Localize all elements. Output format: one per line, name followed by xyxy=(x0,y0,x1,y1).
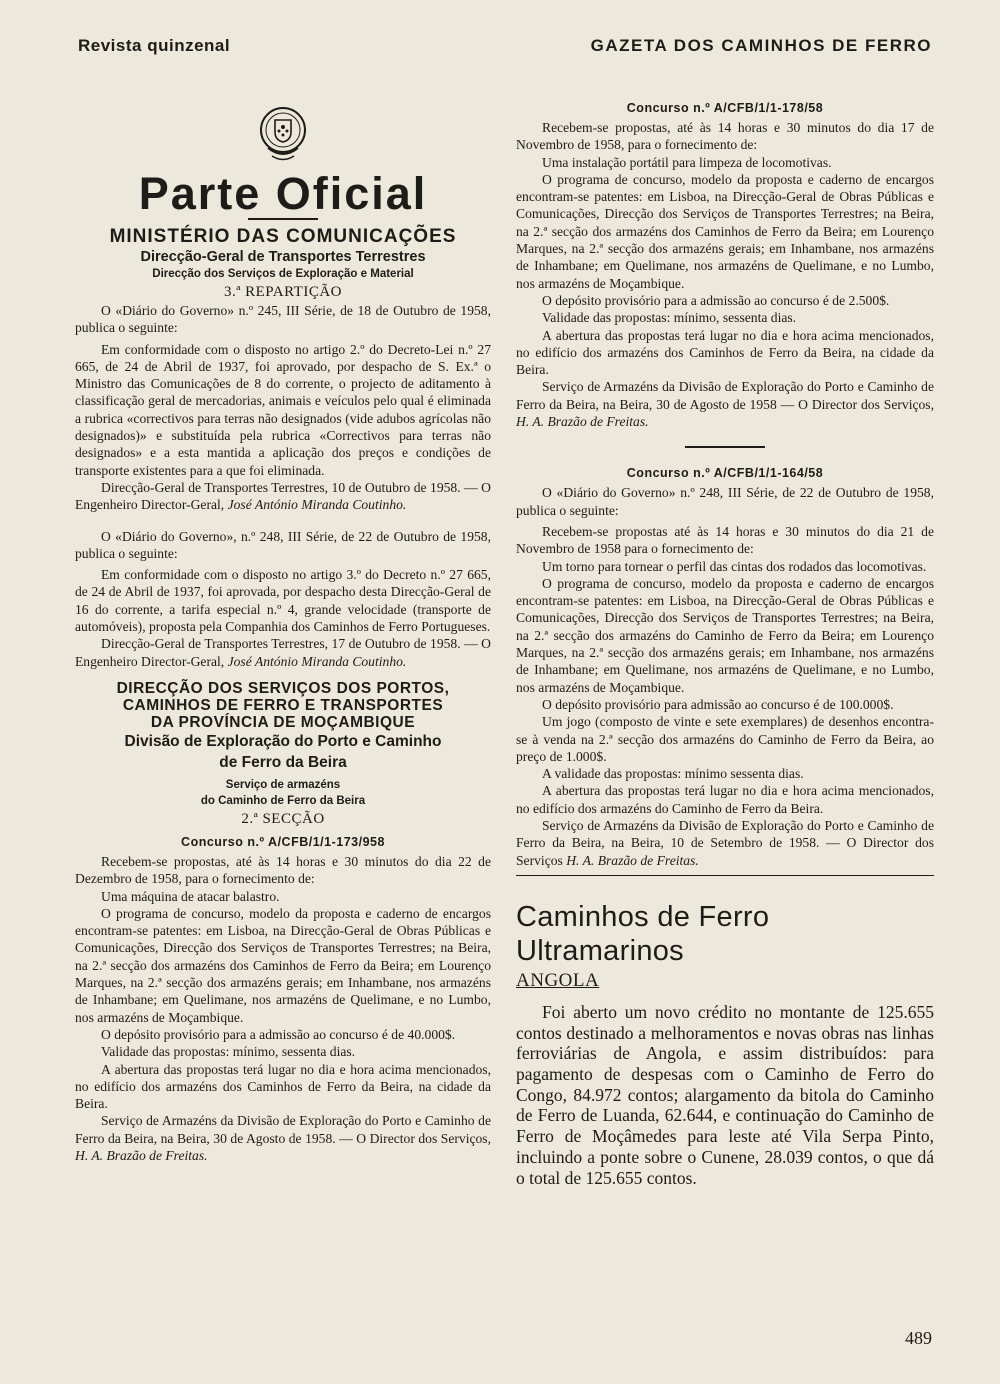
separator xyxy=(685,446,765,448)
signature: José António Miranda Coutinho. xyxy=(227,497,407,513)
paragraph: Foi aberto um novo crédito no montante de 125.655 contos destinado a melhoramentos e novas obras nas linhas ferroviárias de Angola, e assim distribuídos: para pagamento de despesas com o Caminho de Ferro do Congo, 84.972 contos; alargamento da bitola do Caminho de Ferro de Luanda, 62.644, e continuação do Caminho de Ferro de Moçâmedes para leste até Vila Serpa Pinto, incluindo a ponte sobre o Cunene, 28.039 contos, o que dá o total de 125.655 contos. xyxy=(516,1001,934,1188)
signature: H. A. Brazão de Freitas. xyxy=(75,1147,208,1163)
paragraph: O programa de concurso, modelo da proposta e caderno de encargos encontram-se patentes: em Lisboa, na Direcção-Geral de Obras Públicas e Comunicações, Direcção dos Serviços de Transportes Terrestres; na Beira, na 2.ª secção dos armazéns dos Caminhos de Ferro da Beira; em Lourenço Marques, na 2.ª secção dos armazéns gerais; em Inhambane, nos armazéns de Inhambane; em Quelimane, nos armazéns de Quelimane, e no Lumbo, nos armazéns de Moçambique. xyxy=(516,171,934,291)
paragraph: Em conformidade com o disposto no artigo 2.º do Decreto-Lei n.º 27 665, de 24 de Abril de 1937, foi aprovado, por despacho de S. Ex.ª o Ministro das Comunicações de 8 do corrente, o projecto de aditamento à classificação geral de mercadorias, animais e veículos pelo qual é eliminada a rubrica «correctivos para terras não designados (vide adubos agrícolas não designados)» e substituída pela rubrica «Correctivos para terras não designados» e a esta mantida a aplicação dos preços e condições de transporte existentes para a que foi eliminada. xyxy=(75,341,491,478)
concurso-heading: Concurso n.º A/CFB/1/1-178/58 xyxy=(626,101,824,115)
paragraph: Uma instalação portátil para limpeza de locomotivas. xyxy=(542,154,832,170)
direccao-portos-heading-3: DA PROVÍNCIA DE MOÇAMBIQUE xyxy=(150,713,416,731)
page-number: 489 xyxy=(905,1328,932,1348)
text: Direcção-Geral de Transportes Terrestres, 17 de Outubro de 1958. — O Engenheiro Director-Geral, xyxy=(75,636,491,669)
paragraph xyxy=(516,378,934,430)
paragraph: O depósito provisório para a admissão ao concurso é de 40.000$. xyxy=(101,1026,456,1042)
paragraph xyxy=(75,1112,491,1164)
page-title: Parte Oficial xyxy=(138,168,428,219)
paragraph: A abertura das propostas terá lugar no dia e hora acima mencionados, no edifício dos armazéns dos Caminhos de Ferro da Beira, na cidade da Beira. xyxy=(75,1061,491,1112)
divisao-heading-2: de Ferro da Beira xyxy=(219,753,347,771)
signature: H. A. Brazão de Freitas. xyxy=(516,414,649,430)
text: Direcção-Geral de Transportes Terrestres, 10 de Outubro de 1958. — O Engenheiro Director-Geral, xyxy=(75,479,491,513)
signature: José António Miranda Coutinho. xyxy=(227,653,407,669)
header-right: GAZETA DOS CAMINHOS DE FERRO xyxy=(590,36,932,55)
seccao-heading: 2.ª SECÇÃO xyxy=(241,810,325,827)
reparticao-heading: 3.ª REPARTIÇÃO xyxy=(223,284,343,300)
paragraph: Uma máquina de atacar balastro. xyxy=(101,888,280,904)
left-column xyxy=(75,100,491,1164)
servico-heading-2: do Caminho de Ferro da Beira xyxy=(200,794,366,807)
paragraph: Recebem-se propostas até às 14 horas e 30 minutos do dia 21 de Novembro de 1958 para o fornecimento de: xyxy=(516,523,934,557)
text: Serviço de Armazéns da Divisão de Exploração do Porto e Caminho de Ferro da Beira, na Beira, 30 de Agosto de 1958 — O Director dos Serviços, xyxy=(516,379,934,412)
concurso-heading: Concurso n.º A/CFB/1/1-173/958 xyxy=(181,834,385,849)
paragraph xyxy=(516,817,934,869)
direccao-servicos-heading: Direcção dos Serviços de Exploração e Material xyxy=(152,268,414,280)
direccao-portos-heading-1: DIRECÇÃO DOS SERVIÇOS DOS PORTOS, xyxy=(116,679,450,697)
paragraph: O «Diário do Governo» n.º 248, III Série, de 22 de Outubro de 1958, publica o seguinte: xyxy=(516,485,934,518)
text: Serviço de Armazéns da Divisão de Exploração do Porto e Caminho de Ferro da Beira, na Beira, 30 de Agosto de 1958. — O Director dos Serviços, xyxy=(75,1113,491,1146)
servico-heading-1: Serviço de armazéns xyxy=(225,778,341,791)
paragraph: O programa de concurso, modelo da proposta e caderno de encargos encontram-se patentes: em Lisboa, na Direcção-Geral de Obras Públicas e Comunicações, Direcção dos Serviços de Transportes Terrestres; na Beira, na 2.ª secção dos armazéns dos Caminhos de Ferro da Beira; em Lourenço Marques, na 2.ª secção dos armazéns gerais; em Inhambane, nos armazéns de Inhambane; em Quelimane, nos armazéns de Quelimane, e no Lumbo, nos armazéns de Moçambique. xyxy=(75,905,491,1025)
section-title: Caminhos de Ferro Ultramarinos xyxy=(516,900,770,967)
paragraph: A abertura das propostas terá lugar no dia e hora acima mencionados, no edifício dos armazéns do Caminho de Ferro da Beira. xyxy=(516,783,934,816)
paragraph xyxy=(75,479,491,514)
paragraph: O «Diário do Governo» n.º 245, III Série, de 18 de Outubro de 1958, publica o seguinte: xyxy=(75,303,491,336)
paragraph: Validade das propostas: mínimo, sessenta dias. xyxy=(101,1044,356,1060)
paragraph xyxy=(75,635,491,670)
separator xyxy=(516,875,934,878)
header-left: Revista quinzenal xyxy=(78,36,231,55)
paragraph: Recebem-se propostas, até às 14 horas e 30 minutos do dia 17 de Novembro de 1958, para o fornecimento de: xyxy=(516,120,934,153)
direccao-portos-heading-2: CAMINHOS DE FERRO E TRANSPORTES xyxy=(122,696,444,714)
text: Serviço de Armazéns da Divisão de Exploração do Porto e Caminho de Ferro da Beira, na Beira, 10 de Setembro de 1958. — O Director dos Serviços xyxy=(516,817,934,868)
coat-of-arms-icon xyxy=(258,100,308,170)
paragraph: Recebem-se propostas, até às 14 horas e 30 minutos do dia 22 de Dezembro de 1958, para o fornecimento de: xyxy=(75,853,491,887)
paragraph: Um jogo (composto de vinte e sete exemplares) de desenhos encontra-se à venda na 2.ª secção dos armazéns do Caminho de Ferro da Beira, ao preço de 1.000$. xyxy=(516,714,934,764)
signature: H. A. Brazão de Freitas. xyxy=(566,852,699,868)
paragraph: A abertura das propostas terá lugar no dia e hora acima mencionados, no edifício dos armazéns dos Caminhos de Ferro da Beira, na cidade da Beira. xyxy=(516,327,934,378)
direccao-geral-heading: Direcção-Geral de Transportes Terrestres xyxy=(140,249,426,265)
paragraph: Em conformidade com o disposto no artigo 3.º do Decreto n.º 27 665, de 24 de Abril de 1937, foi aprovada, por despacho desta Direcção-Geral de 16 do corrente, a tarifa especial n.º 4, grande velocidade (transporte de automóveis), proposta pela Companhia dos Caminhos de Ferro Portugueses. xyxy=(75,567,491,635)
paragraph: O programa de concurso, modelo da proposta e caderno de encargos encontram-se patentes: em Lisboa, na Direcção-Geral de Obras Públicas e Comunicações, Direcção dos Serviços de Transportes Terrestres; na Beira, na 2.ª secção dos armazéns do Caminho de Ferro da Beira; em Lourenço Marques, na 2.ª secção dos armazéns gerais; em Inhambane, nos armazéns de Inhambane; em Quelimane, nos armazéns de Quelimane, e no Lumbo, nos armazéns de Moçambique. xyxy=(516,575,934,695)
paragraph: Validade das propostas: mínimo, sessenta dias. xyxy=(542,310,797,326)
paragraph: A validade das propostas: mínimo sessenta dias. xyxy=(542,766,804,782)
paragraph: Um torno para tornear o perfil das cintas dos rodados das locomotivas. xyxy=(542,558,927,574)
ministry-heading: MINISTÉRIO DAS COMUNICAÇÕES xyxy=(109,226,457,247)
concurso-heading: Concurso n.º A/CFB/1/1-164/58 xyxy=(626,466,824,481)
right-column xyxy=(516,95,934,1188)
paragraph: O depósito provisório para admissão ao concurso é de 100.000$. xyxy=(542,696,894,712)
divisao-heading-1: Divisão de Exploração do Porto e Caminho xyxy=(124,732,442,750)
section-subtitle: ANGOLA xyxy=(516,969,600,991)
paragraph: O depósito provisório para a admissão ao concurso é de 2.500$. xyxy=(542,292,890,308)
paragraph: O «Diário do Governo», n.º 248, III Série, de 22 de Outubro de 1958, publica o seguinte: xyxy=(75,528,491,561)
